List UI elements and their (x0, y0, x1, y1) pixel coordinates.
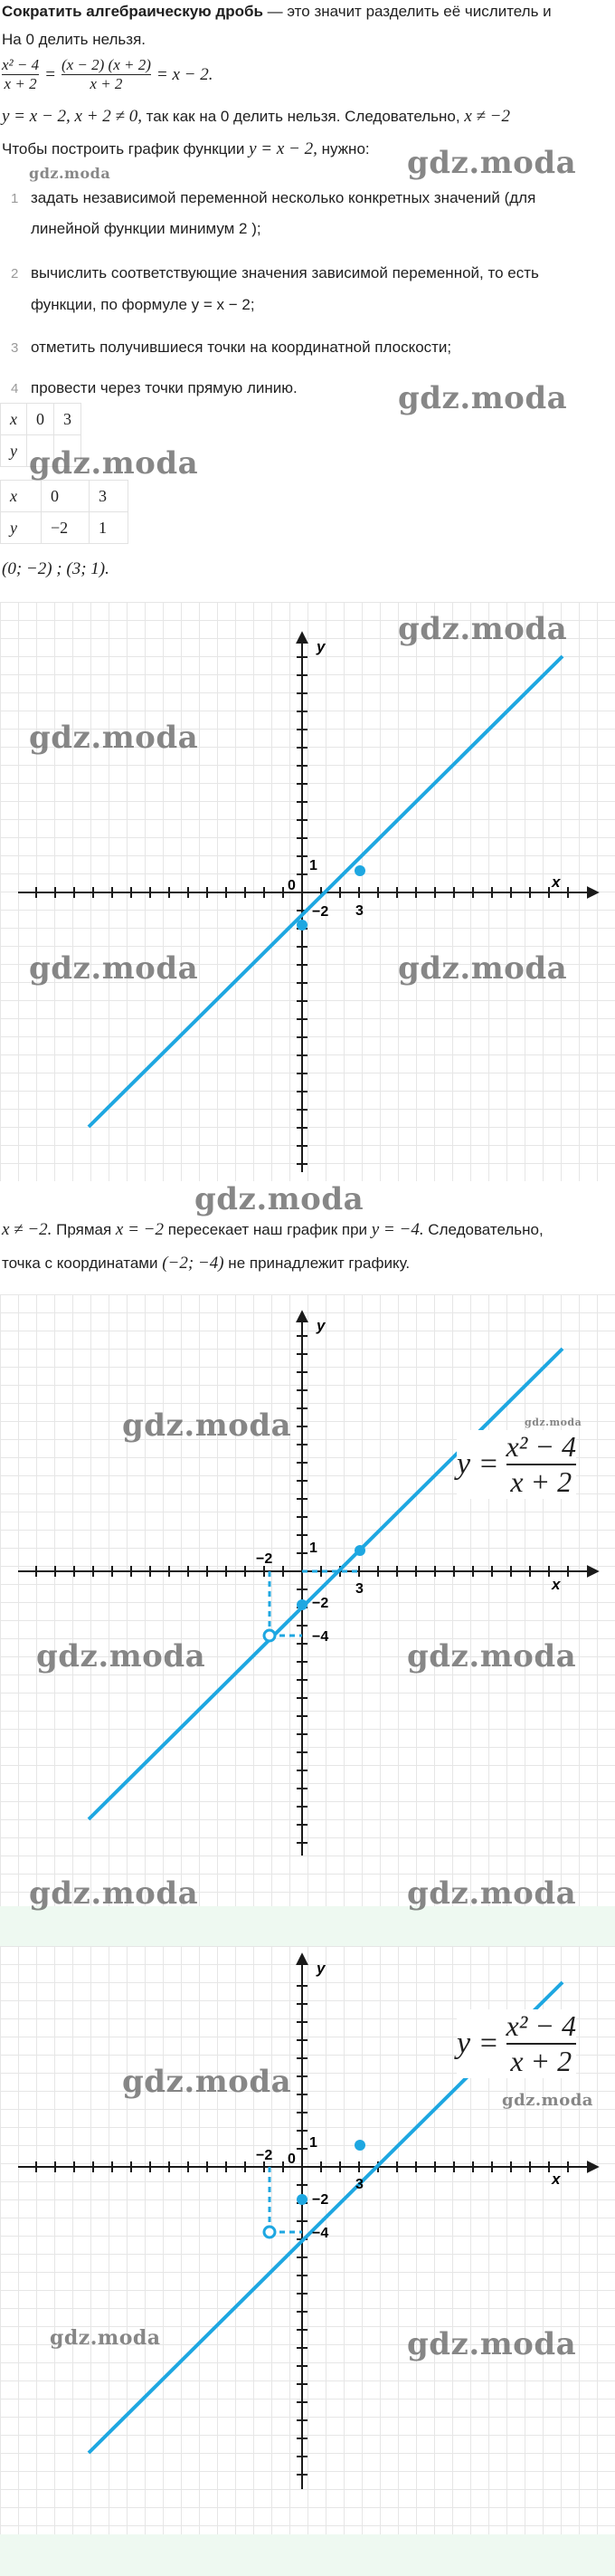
tick-label-y-neg4: −4 (312, 1629, 329, 1645)
point-3-1 (355, 1545, 365, 1556)
rhs-fraction (62, 56, 151, 93)
tick-label-y-1: 1 (309, 2135, 317, 2151)
step-3-line1: отметить получившиеся точки на координатной плоскости; (31, 339, 452, 356)
lhs-denominator: x + 2 (4, 75, 37, 92)
hole-point (264, 2227, 275, 2237)
graph-2-panel (0, 1294, 615, 1906)
mid-line2: точка с координатами (−2; −4) не принадлежит графику. (2, 1254, 411, 1273)
intro-heading (2, 2, 552, 22)
point-0-neg2 (297, 2194, 308, 2205)
intro-heading-bold: Сократить алгебраическую дробь (2, 3, 263, 20)
tick-label-x-3: 3 (355, 903, 364, 919)
watermark: gdz.moda (29, 720, 199, 756)
step-2-line1: вычислить соответствующие значения зависимой переменной, то есть (31, 264, 539, 281)
y-axis-label: y (317, 638, 326, 655)
watermark: gdz.moda (50, 2326, 161, 2350)
table-row: x 0 3 (1, 481, 128, 512)
intro-line4: y = x − 2, x + 2 ≠ 0, так как на 0 делить нельзя. Следовательно, x ≠ −2 (2, 107, 510, 126)
table-row: x 0 3 (1, 404, 81, 435)
tick-label-y-neg2: −2 (312, 904, 329, 920)
lhs-numerator: x² − 4 (2, 56, 40, 73)
tick-label-y-1: 1 (309, 1541, 317, 1556)
watermark: gdz.moda (407, 145, 577, 181)
watermark: gdz.moda (398, 950, 568, 987)
tick-label-y-neg4: −4 (312, 2226, 329, 2241)
y-axis-label: y (317, 1960, 326, 1977)
intro-line5: Чтобы построить график функции y = x − 2, нужно: (2, 139, 370, 158)
watermark: gdz.moda (502, 2091, 593, 2110)
step-1-line1: задать независимой переменной несколько конкретных значений (для (31, 189, 536, 206)
watermark: gdz.moda (407, 1638, 577, 1674)
watermark: gdz.moda (194, 1181, 364, 1217)
tick-label-x-3: 3 (355, 2177, 364, 2192)
graph-1 (0, 602, 615, 1181)
watermark: gdz.moda (398, 611, 568, 647)
step-3: 3 (11, 340, 19, 356)
watermark: gdz.moda (122, 1407, 292, 1444)
watermark: gdz.moda (407, 1875, 577, 1912)
intro-line2: На 0 делить нельзя. (2, 31, 147, 48)
step-2: 2 (11, 266, 19, 281)
watermark: gdz.moda (36, 1638, 206, 1674)
rhs-numerator: (x − 2) (x + 2) (61, 56, 151, 73)
equals-sign: = (44, 64, 56, 84)
tick-label-y-neg2: −2 (312, 2192, 329, 2208)
formula: y = x² − 4 x + 2 (457, 2009, 576, 2077)
fraction-equation (2, 56, 213, 93)
x-axis-label: x (552, 2171, 561, 2188)
y-axis-label: y (317, 1317, 326, 1334)
watermark: gdz.moda (29, 445, 199, 482)
mid-line1: x ≠ −2. Прямая x = −2 пересекает наш график при y = −4. Следовательно, (2, 1220, 544, 1239)
step-1-line2: линейной функции минимум 2 ); (31, 220, 261, 237)
tick-label-x-neg2: −2 (256, 1551, 273, 1567)
panel-footer (0, 2534, 615, 2576)
lhs-fraction (2, 56, 39, 93)
intro-heading-rest: — это значит разделить её числитель и (262, 3, 552, 20)
points-text: (0; −2) ; (3; 1). (2, 559, 109, 578)
step-1: 1 (11, 191, 19, 206)
step-4: 4 (11, 381, 19, 396)
point-3-1 (355, 865, 365, 876)
tick-label-x-neg2: −2 (256, 2148, 273, 2163)
point-0-neg2 (297, 1599, 308, 1610)
origin-label: 0 (288, 2151, 296, 2167)
tick-label-y-neg2: −2 (312, 1596, 329, 1611)
graph-1-panel (0, 602, 615, 1181)
point-3-1 (355, 2140, 365, 2151)
step-2-line2: функции, по формуле y = x − 2; (31, 296, 255, 313)
graph-3-panel (0, 1946, 615, 2534)
watermark: gdz.moda (29, 1875, 199, 1912)
x-axis-label: x (552, 873, 561, 891)
x-axis-label: x (552, 1576, 561, 1593)
tick-label-y-1: 1 (309, 858, 317, 873)
origin-label: 0 (288, 878, 296, 893)
point-0-neg2 (297, 920, 308, 930)
formula: y = x² − 4 x + 2 (457, 1430, 576, 1498)
watermark: gdz.moda (398, 380, 568, 416)
table-row: y (1, 435, 81, 467)
table-row: y −2 1 (1, 512, 128, 544)
eq-result: = x − 2. (156, 64, 213, 84)
panel-footer (0, 1906, 615, 1946)
watermark: gdz.moda (122, 2064, 292, 2100)
hole-point (264, 1630, 275, 1641)
rhs-denominator: x + 2 (90, 75, 123, 92)
watermark: gdz.moda (407, 2326, 577, 2362)
watermark: gdz.moda (29, 165, 111, 182)
graph-2 (0, 1294, 615, 1906)
step-4-line1: провести через точки прямую линию. (31, 379, 298, 396)
watermark: gdz.moda (29, 950, 199, 987)
values-table (0, 480, 128, 544)
tick-label-x-3: 3 (355, 1581, 364, 1597)
watermark: gdz.moda (525, 1417, 582, 1428)
